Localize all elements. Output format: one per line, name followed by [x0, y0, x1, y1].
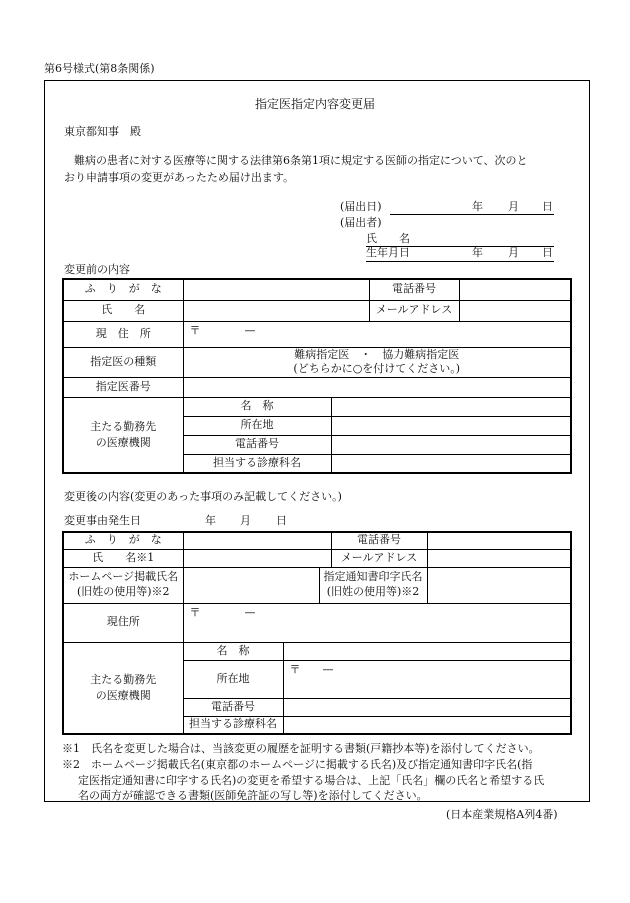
submit-year: 年 [472, 200, 483, 213]
after-hp-name-label-2: (旧姓の使用等)※2 [76, 585, 170, 598]
after-hp-name-label [63, 567, 183, 603]
after-furigana-label: ふ り が な [63, 532, 183, 549]
after-table [62, 531, 572, 735]
after-print-name-label-1: 指定通知書印字氏名 [323, 570, 423, 584]
submit-date-label: (届出日) [340, 200, 382, 213]
after-print-name-label [319, 567, 427, 603]
before-email-label: メールアドレス [369, 300, 459, 321]
after-heading: 変更後の内容(変更のあった事項のみ記載してください。) [64, 490, 342, 503]
birth-day: 日 [542, 246, 553, 259]
before-institution-label [63, 397, 183, 473]
after-reason-month: 月 [240, 514, 251, 527]
before-heading: 変更前の内容 [64, 263, 130, 276]
after-hp-name-field[interactable] [183, 567, 319, 603]
addressee: 東京都知事 殿 [64, 125, 141, 138]
after-inst-phone-label: 電話番号 [183, 698, 283, 716]
after-reason-year: 年 [205, 514, 216, 527]
applicant-name-label: 氏 名 [366, 232, 410, 245]
before-inst-location-label: 所在地 [183, 416, 331, 435]
after-print-name-field[interactable] [427, 567, 571, 603]
note-2-line-1: ※2 ホームページ掲載氏名(東京都のホームページに掲載する氏名)及び指定通知書印字氏名(指 [62, 758, 533, 771]
after-inst-name-field[interactable] [283, 642, 571, 660]
page-title: 指定医指定内容変更届 [254, 97, 375, 111]
after-address-label: 現住所 [63, 603, 183, 642]
after-reason-label: 変更事由発生日 [64, 514, 141, 527]
note-1: ※1 氏名を変更した場合は、当該変更の履歴を証明する書類(戸籍抄本等)を添付してください。 [62, 742, 540, 755]
after-institution-label-1: 主たる勤務先 [90, 672, 157, 686]
before-phone-label: 電話番号 [369, 279, 459, 300]
after-inst-name-label: 名 称 [183, 642, 283, 660]
note-2-line-3: 名の両方が確認できる書類(医師免許証の写し等)を添付してください。 [78, 789, 428, 802]
note-2-line-2: 定医指定通知書に印字する氏名)の変更を希望する場合は、上記「氏名」欄の氏名と希望する氏 [78, 774, 545, 787]
postal-mark: 〒 — [189, 605, 256, 619]
before-address-field[interactable] [183, 321, 571, 347]
after-phone-label: 電話番号 [331, 532, 427, 549]
before-email-field[interactable] [459, 300, 571, 321]
after-institution-label [63, 642, 183, 734]
before-inst-phone-label: 電話番号 [183, 435, 331, 454]
intro-line-1: 難病の患者に対する医療等に関する法律第6条第1項に規定する医師の指定について、次のと [74, 154, 528, 167]
paper-size-footer: (日本産業規格A列4番) [446, 808, 558, 821]
before-inst-phone-field[interactable] [331, 435, 571, 454]
after-inst-phone-field[interactable] [283, 698, 571, 716]
postal-mark: 〒 — [289, 662, 334, 676]
before-table [62, 278, 572, 474]
submit-month: 月 [508, 200, 519, 213]
postal-mark: 〒 — [189, 323, 256, 337]
after-inst-location-field[interactable] [283, 660, 571, 698]
form-number: 第6号様式(第8条関係) [44, 62, 155, 75]
before-institution-label-1: 主たる勤務先 [90, 419, 157, 433]
before-address-label: 現 住 所 [63, 321, 183, 347]
after-furigana-field[interactable] [183, 532, 331, 549]
birth-label: 生年月日 [366, 246, 410, 259]
after-address-field[interactable] [183, 603, 571, 642]
before-type-field[interactable] [183, 347, 571, 377]
before-furigana-label: ふ り が な [63, 279, 183, 300]
after-print-name-label-2: (旧姓の使用等)※2 [326, 585, 420, 598]
after-institution-label-2: の医療機関 [95, 688, 151, 702]
after-email-label: メールアドレス [331, 549, 427, 567]
after-inst-location-label: 所在地 [183, 660, 283, 698]
after-email-field[interactable] [427, 549, 571, 567]
before-name-field[interactable] [183, 300, 369, 321]
before-inst-dept-label: 担当する診療科名 [183, 454, 331, 473]
intro-line-2: おり申請事項の変更があったため届け出ます。 [64, 171, 295, 184]
before-inst-name-field[interactable] [331, 397, 571, 416]
after-inst-dept-field[interactable] [283, 716, 571, 734]
before-name-label: 氏 名 [63, 300, 183, 321]
before-institution-label-2: の医療機関 [95, 435, 151, 449]
after-hp-name-label-1: ホームページ掲載氏名 [68, 570, 179, 584]
before-number-field[interactable] [183, 377, 571, 397]
after-inst-dept-label: 担当する診療科名 [183, 716, 283, 734]
before-phone-field[interactable] [459, 279, 571, 300]
before-inst-dept-field[interactable] [331, 454, 571, 473]
submit-day: 日 [542, 200, 553, 213]
after-name-field[interactable] [183, 549, 331, 567]
before-number-label: 指定医番号 [63, 377, 183, 397]
before-inst-location-field[interactable] [331, 416, 571, 435]
after-reason-day: 日 [276, 514, 287, 527]
birth-month: 月 [508, 246, 519, 259]
before-type-options: 難病指定医 ・ 協力難病指定医 [294, 348, 460, 362]
after-name-label: 氏 名※1 [63, 549, 183, 567]
before-inst-name-label: 名 称 [183, 397, 331, 416]
before-type-label: 指定医の種類 [63, 347, 183, 377]
birth-line[interactable] [366, 261, 554, 262]
birth-year: 年 [472, 246, 483, 259]
applicant-label: (届出者) [340, 216, 382, 229]
after-phone-field[interactable] [427, 532, 571, 549]
before-type-hint: (どちらかに○を付けてください。) [293, 362, 461, 375]
before-furigana-field[interactable] [183, 279, 369, 300]
